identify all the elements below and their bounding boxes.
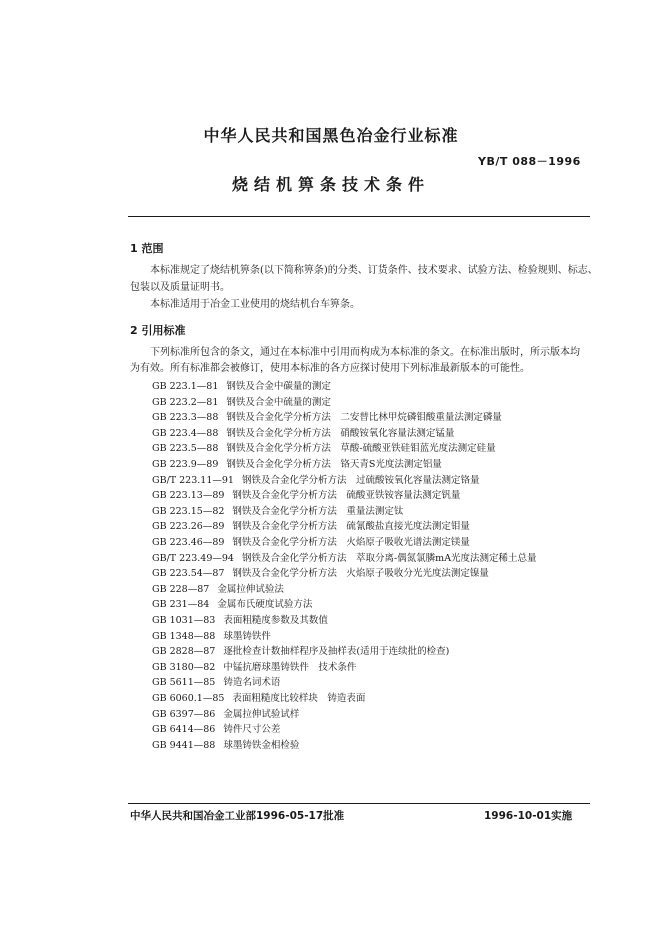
reference-item [152,581,284,595]
reference-code: GB 6060.1—85 [152,693,225,704]
reference-item [152,628,271,642]
org-title: 中华人民共和国黑色冶金行业标准 [203,126,459,145]
reference-code: GB 223.5—88 [152,443,219,455]
reference-code: GB/T 223.11—91 [152,474,234,486]
reference-title: 钢铁及合金化学分析方法 硫氰酸盐直接光度法测定钼量 [232,521,470,533]
reference-title: 钢铁及合金化学分析方法 过硫酸铵氧化容量法测定铬量 [241,474,480,486]
reference-item [152,550,537,564]
reference-item [152,721,280,735]
reference-code: GB 223.46—89 [152,537,225,548]
reference-title: 钢铁及合金化学分析方法 重量法测定钛 [232,505,404,517]
reference-code: GB 5611—85 [152,677,216,689]
reference-title: 钢铁及合金中碳量的测定 [226,381,331,392]
reference-code: GB 2828—87 [152,646,216,658]
reference-title: 逐批检查计数抽样程序及抽样表(适用于连续批的检查) [223,646,450,658]
reference-title: 钢铁及合金化学分析方法 二安替比林甲烷磷钼酸重量法测定磷量 [226,412,502,424]
reference-code: GB/T 223.49—94 [152,552,234,564]
reference-code: GB 9441—88 [152,739,216,751]
reference-title: 铸件尺寸公差 [223,724,281,736]
reference-title: 钢铁及合金化学分析方法 铬天青S光度法测定铝量 [226,459,442,470]
section-1-para2: 本标准适用于冶金工业使用的烧结机台车箅条。 [150,299,360,310]
reference-code: GB 6397—86 [152,708,216,720]
reference-code: GB 223.54—87 [152,568,225,580]
reference-item [152,659,356,673]
reference-title: 钢铁及合金中硫量的测定 [226,396,331,408]
reference-item [152,409,502,423]
reference-item [152,706,299,720]
reference-item [152,534,470,548]
section-1-heading: 1 范围 [130,242,164,255]
reference-code: GB 223.26—89 [152,521,225,533]
reference-title: 钢铁及合金化学分析方法 火焰原子吸收分光光度法测定镍量 [232,568,489,580]
reference-item [152,425,454,439]
reference-item [152,690,365,704]
reference-title: 球墨铸铁金相检验 [223,739,300,751]
reference-title: 金属拉伸试验法 [217,583,284,595]
reference-item [152,487,460,501]
reference-title: 表面粗糙度比较样块 铸造表面 [232,693,366,704]
reference-title: 表面粗糙度参数及其数值 [223,615,328,626]
reference-item [152,612,328,626]
reference-title: 钢铁及合金化学分析方法 硫酸亚铁铵容量法测定钒量 [232,490,461,502]
reference-item [152,674,280,688]
document-title: 烧结机箅条技术条件 [231,175,430,194]
section-2-heading: 2 引用标准 [130,324,186,337]
footer-rule [128,803,590,804]
reference-item [152,565,489,579]
reference-code: GB 223.9—89 [152,459,219,470]
reference-item [152,378,331,392]
section-1-para1-line1: 本标准规定了烧结机箅条(以下简称箅条)的分类、订货条件、技术要求、试验方法、检验规则、标志、 [150,265,598,276]
implementation-date: 1996-10-01实施 [484,810,573,822]
reference-title: 钢铁及合金化学分析方法 火焰原子吸收光谱法测定镁量 [232,537,470,548]
standard-code: YB/T 088－1996 [478,155,581,168]
reference-item [152,518,470,532]
reference-code: GB 223.3—88 [152,412,219,424]
reference-title: 铸造名词术语 [223,677,281,689]
reference-item [152,440,496,454]
reference-item [152,456,442,470]
reference-title: 钢铁及合金化学分析方法 草酸-硫酸亚铁硅钼蓝光度法测定硅量 [226,443,496,455]
reference-code: GB 1348—88 [152,630,216,642]
reference-code: GB 1031—83 [152,615,216,626]
section-1-para1-line2: 包装以及质量证明书。 [130,282,230,293]
reference-title: 金属布氏硬度试验方法 [217,599,313,611]
reference-code: GB 231—84 [152,599,210,611]
reference-code: GB 223.13—89 [152,490,225,502]
section-2-intro-line2: 为有效。所有标准都会被修订，使用本标准的各方应探讨使用下列标准最新版本的可能性。 [130,363,530,374]
reference-title: 球墨铸铁件 [223,630,271,642]
reference-code: GB 223.1—81 [152,381,219,392]
reference-item [152,737,299,751]
reference-item [152,472,479,486]
reference-item [152,596,312,610]
reference-code: GB 223.4—88 [152,427,219,439]
reference-item [152,643,449,657]
reference-code: GB 6414—86 [152,724,216,736]
reference-code: GB 228—87 [152,583,210,595]
approval-line: 中华人民共和国冶金工业部1996-05-17批准 [130,810,345,822]
reference-code: GB 223.15—82 [152,505,225,517]
reference-item [152,394,331,408]
reference-code: GB 3180—82 [152,661,216,673]
reference-code: GB 223.2—81 [152,396,219,408]
reference-title: 钢铁及合金化学分析方法 萃取分离-偶氮氯膦mA光度法测定稀土总量 [241,552,537,564]
reference-title: 金属拉伸试验试样 [223,708,300,720]
reference-item [152,503,403,517]
header-rule [128,216,590,217]
reference-title: 中锰抗磨球墨铸铁件 技术条件 [223,661,357,673]
section-2-intro-line1: 下列标准所包含的条文，通过在本标准中引用而构成为本标准的条文。在标准出版时，所示版本均 [150,347,580,358]
reference-title: 钢铁及合金化学分析方法 硝酸铵氧化容量法测定锰量 [226,427,455,439]
